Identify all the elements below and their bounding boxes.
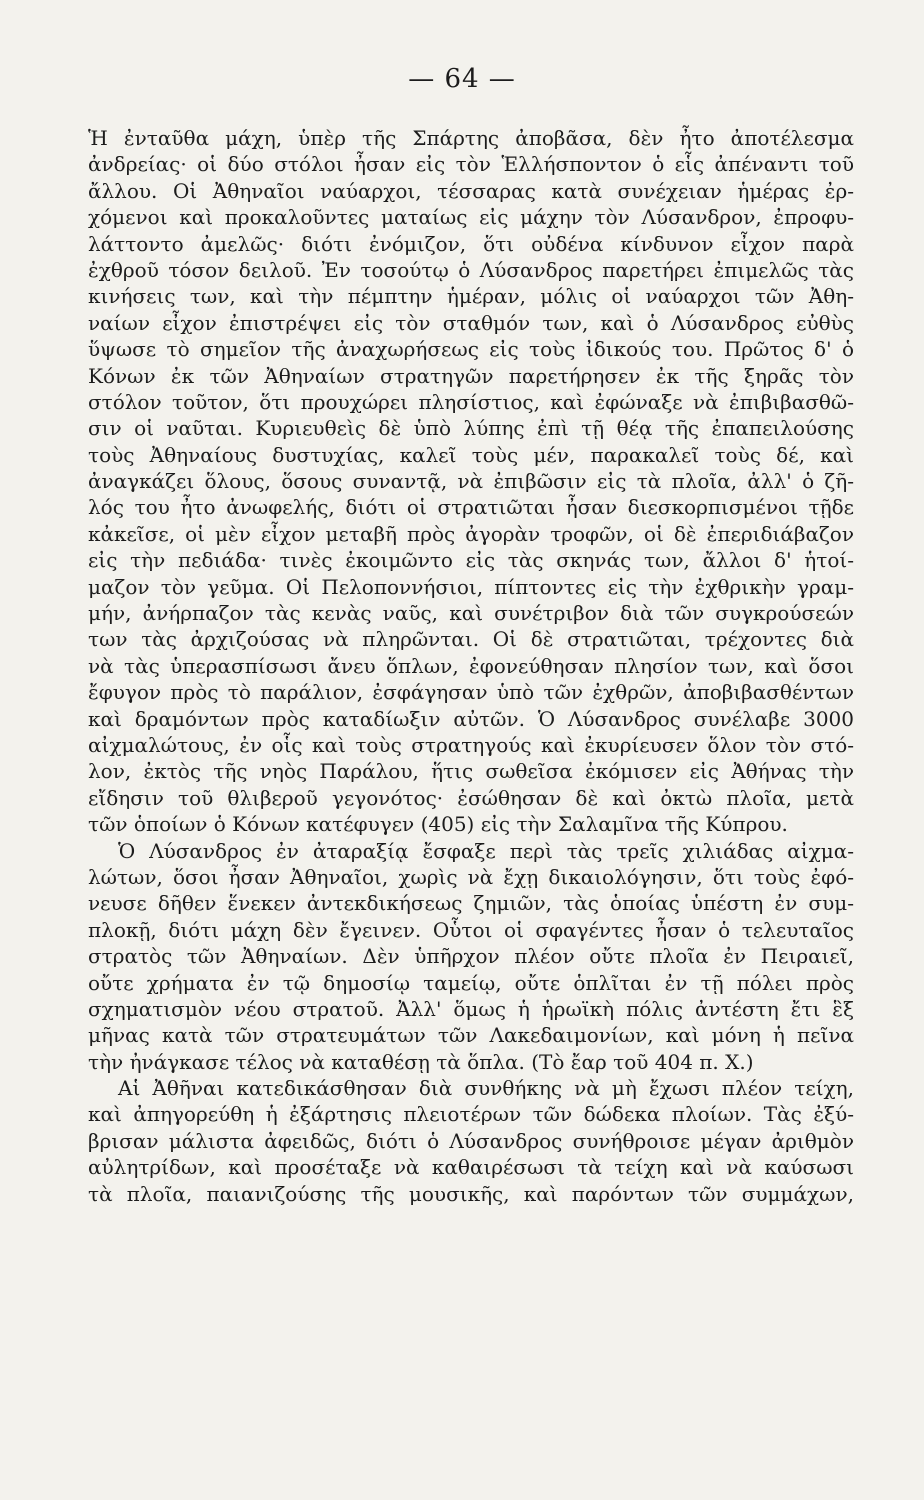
text-line: των τὰς ἀρχιζούσας νὰ πληρῶνται. Οἱ δὲ στρατιῶται, τρέχοντες διὰ [88,627,854,652]
text-line: πλοκῇ, διότι μάχη δὲν ἔγεινεν. Οὗτοι οἱ σφαγέντες ἦσαν ὁ τελευταῖος [88,917,854,942]
text-line: μῆνας κατὰ τῶν στρατευμάτων τῶν Λακεδαιμονίων, καὶ μόνη ἡ πεῖνα [88,1023,854,1048]
text-line: οὔτε χρήματα ἐν τῷ δημοσίῳ ταμείῳ, οὔτε ὁπλῖται ἐν τῇ πόλει πρὸς [88,970,854,995]
text-line: ἄλλου. Οἱ Ἀθηναῖοι ναύαρχοι, τέσσαρας κατὰ συνέχειαν ἡμέρας ἐρ- [88,178,854,203]
text-line: σιν οἱ ναῦται. Κυριευθεὶς δὲ ὑπὸ λύπης ἐπὶ τῇ θέᾳ τῆς ἐπαπειλούσης [88,416,854,441]
text-line: μήν, ἀνήρπαζον τὰς κενὰς ναῦς, καὶ συνέτριβον διὰ τῶν συγκρούσεών [88,601,854,626]
body-text [88,125,854,1207]
text-line: ἔφυγον πρὸς τὸ παράλιον, ἐσφάγησαν ὑπὸ τῶν ἐχθρῶν, ἀποβιβασθέντων [88,680,854,705]
text-line: κἀκεῖσε, οἱ μὲν εἶχον μεταβῆ πρὸς ἀγορὰν τροφῶν, οἱ δὲ ἐπεριδιάβαζον [88,521,854,546]
text-line: Ἡ ἐνταῦθα μάχη, ὑπὲρ τῆς Σπάρτης ἀποβᾶσα, δὲν ἦτο ἀποτέλεσμα [88,126,854,150]
text-line: ἀναγκάζει ὅλους, ὅσους συναντᾷ, νὰ ἐπιβῶσιν εἰς τὰ πλοῖα, ἀλλ' ὁ ζῆ- [88,469,854,494]
text-line: βρισαν μάλιστα ἀφειδῶς, διότι ὁ Λύσανδρος συνήθροισε μέγαν ἀριθμὸν [88,1128,854,1153]
text-line: τὰ πλοῖα, παιανιζούσης τῆς μουσικῆς, καὶ παρόντων τῶν συμμάχων, [88,1181,854,1206]
text-line: χόμενοι καὶ προκαλοῦντες ματαίως εἰς μάχην τὸν Λύσανδρον, ἐπροφυ- [88,205,854,230]
text-line: Ὁ Λύσανδρος ἐν ἀταραξίᾳ ἔσφαξε περὶ τὰς τρεῖς χιλιάδας αἰχμα- [118,838,854,863]
text-line: Αἱ Ἀθῆναι κατεδικάσθησαν διὰ συνθήκης νὰ μὴ ἔχωσι πλέον τείχη, [118,1076,854,1101]
text-line: στρατὸς τῶν Ἀθηναίων. Δὲν ὑπῆρχον πλέον οὔτε πλοῖα ἐν Πειραιεῖ, [88,944,854,969]
text-line: τὴν ἠνάγκασε τέλος νὰ καταθέσῃ τὰ ὅπλα. (Τὸ ἔαρ τοῦ 404 π. Χ.) [88,1049,754,1074]
text-line: καὶ δραμόντων πρὸς καταδίωξιν αὐτῶν. Ὁ Λύσανδρος συνέλαβε 3000 [88,706,854,731]
text-line: αἰχμαλώτους, ἐν οἷς καὶ τοὺς στρατηγούς καὶ ἐκυρίευσεν ὅλον τὸν στό- [88,732,854,757]
text-line: σχηματισμὸν νέου στρατοῦ. Ἀλλ' ὅμως ἡ ἡρωϊκὴ πόλις ἀντέστη ἔτι ἓξ [88,996,854,1021]
text-line: στόλον τοῦτον, ὅτι προυχώρει πλησίστιος, καὶ ἐφώναξε νὰ ἐπιβιβασθῶ- [88,389,854,414]
text-line: Κόνων ἐκ τῶν Ἀθηναίων στρατηγῶν παρετήρησεν ἐκ τῆς ξηρᾶς τὸν [88,363,854,388]
text-line: λον, ἐκτὸς τῆς νηὸς Παράλου, ἥτις σωθεῖσα ἐκόμισεν εἰς Ἀθήνας τὴν [88,759,854,784]
page-number: — 64 — [408,64,516,94]
text-line: εἰς τὴν πεδιάδα· τινὲς ἐκοιμῶντο εἰς τὰς σκηνάς των, ἄλλοι δ' ἡτοί- [88,548,854,573]
text-line: ὕψωσε τὸ σημεῖον τῆς ἀναχωρήσεως εἰς τοὺς ἰδικούς του. Πρῶτος δ' ὁ [88,337,854,362]
text-line: ναίων εἶχον ἐπιστρέψει εἰς τὸν σταθμόν των, καὶ ὁ Λύσανδρος εὐθὺς [88,310,854,335]
text-line: εἴδησιν τοῦ θλιβεροῦ γεγονότος· ἐσώθησαν δὲ καὶ ὀκτὼ πλοῖα, μετὰ [88,785,854,810]
text-line: νευσε δῆθεν ἕνεκεν ἀντεκδικήσεως ζημιῶν, τὰς ὁποίας ὑπέστη ἐν συμ- [88,891,854,916]
text-line: μαζον τὸν γεῦμα. Οἱ Πελοποννήσιοι, πίπτοντες εἰς τὴν ἐχθρικὴν γραμ- [88,574,854,599]
text-line: ἐχθροῦ τόσον δειλοῦ. Ἐν τοσούτῳ ὁ Λύσανδρος παρετήρει ἐπιμελῶς τὰς [88,257,854,282]
text-line: ἀνδρείας· οἱ δύο στόλοι ἦσαν εἰς τὸν Ἑλλήσποντον ὁ εἷς ἀπέναντι τοῦ [88,152,854,177]
text-line: λάττοντο ἀμελῶς· διότι ἐνόμιζον, ὅτι οὐδένα κίνδυνον εἶχον παρὰ [88,231,854,256]
text-line: καὶ ἀπηγορεύθη ἡ ἐξάρτησις πλειοτέρων τῶν δώδεκα πλοίων. Τὰς ἐξύ- [88,1102,854,1127]
text-line: λώτων, ὅσοι ἦσαν Ἀθηναῖοι, χωρὶς νὰ ἔχῃ δικαιολόγησιν, ὅτι τοὺς ἐφό- [88,864,854,889]
text-line: κινήσεις των, καὶ τὴν πέμπτην ἡμέραν, μόλις οἱ ναύαρχοι τῶν Ἀθη- [88,284,854,309]
text-line: τοὺς Ἀθηναίους δυστυχίας, καλεῖ τοὺς μέν, παρακαλεῖ τοὺς δέ, καὶ [88,442,854,467]
text-line: λός του ἦτο ἀνωφελής, διότι οἱ στρατιῶται ἦσαν διεσκορπισμένοι τῇδε [88,495,854,520]
text-line: τῶν ὁποίων ὁ Κόνων κατέφυγεν (405) εἰς τὴν Σαλαμῖνα τῆς Κύπρου. [88,812,788,837]
text-line: αὐλητρίδων, καὶ προσέταξε νὰ καθαιρέσωσι τὰ τείχη καὶ νὰ καύσωσι [88,1155,854,1180]
text-line: νὰ τὰς ὑπερασπίσωσι ἄνευ ὅπλων, ἐφονεύθησαν πλησίον των, καὶ ὅσοι [88,653,854,678]
